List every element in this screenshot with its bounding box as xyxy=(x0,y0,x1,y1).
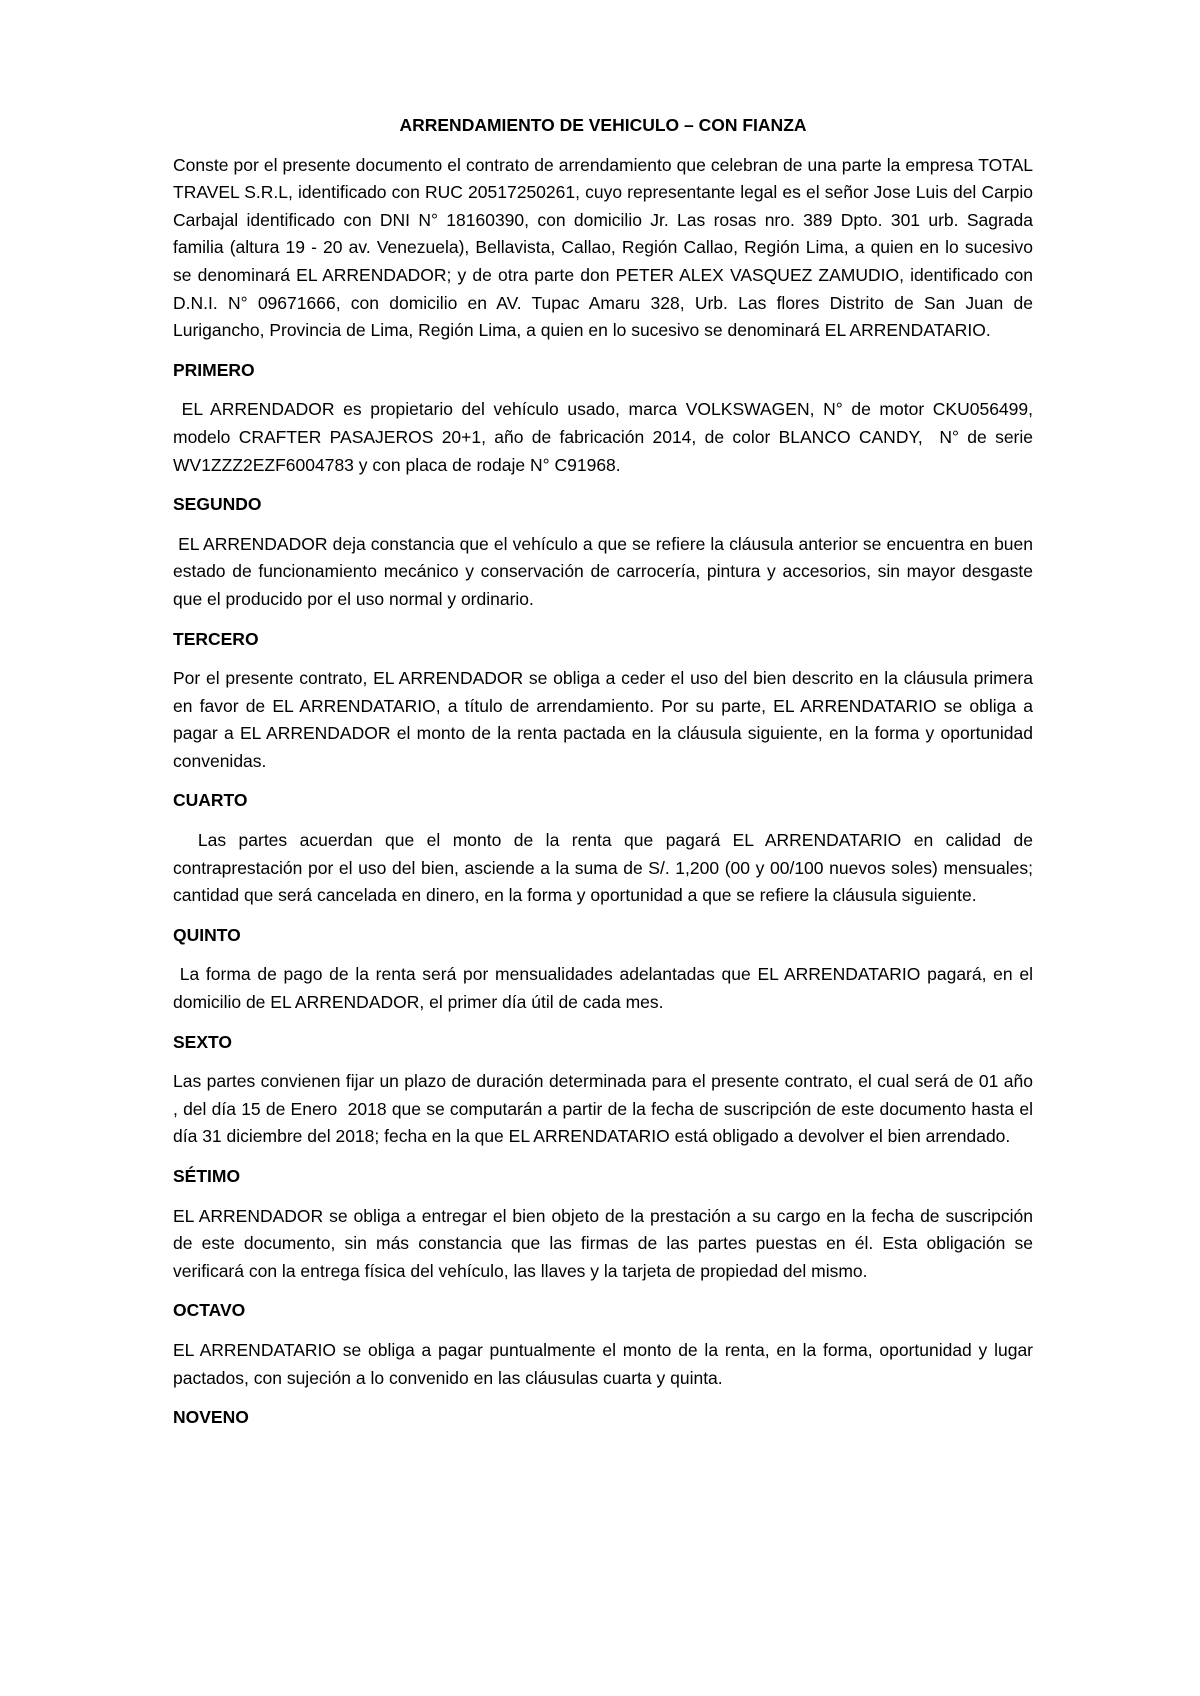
clause-text: Las partes acuerdan que el monto de la renta que pagará EL ARRENDATARIO en calidad de contraprestación por el uso del bien, asciende a la suma de S/. 1,200 (00 y 00/100 nuevos soles) mensuales; cantidad que será cancelada en dinero, en la forma y oportunidad a que se refiere la cláusula siguiente. xyxy=(173,830,1038,906)
clause-text: EL ARRENDADOR se obliga a entregar el bien objeto de la prestación a su cargo en la fecha de suscripción de este documento, sin más constancia que las firmas de las partes puestas en él. Esta obligación se verificará con la entrega física del vehículo, las llaves y la tarjeta de propiedad del mismo. xyxy=(173,1205,1038,1281)
clause-text: Por el presente contrato, EL ARRENDADOR se obliga a ceder el uso del bien descrito en la cláusula primera en favor de EL ARRENDATARIO, a título de arrendamiento. Por su parte, EL ARRENDATARIO se obliga a pagar a EL ARRENDADOR el monto de la renta pactada en la cláusula siguiente, en la forma y oportunidad convenidas. xyxy=(173,668,1038,771)
clause-heading: QUINTO xyxy=(173,924,241,945)
clause-sexto xyxy=(173,1029,1043,1151)
clause-tercero xyxy=(173,626,1038,776)
clause-text: EL ARRENDADOR deja constancia que el vehículo a que se refiere la cláusula anterior se encuentra en buen estado de funcionamiento mecánico y conservación de carrocería, pintura y accesorios, sin mayor desgaste que el producido por el uso normal y ordinario. xyxy=(173,533,1038,609)
clause-text: Las partes convienen fijar un plazo de duración determinada para el presente contrato, el cual será de 01 año , del día 15 de Enero 2018 que se computarán a partir de la fecha de suscripción de este documento hasta el día 31 diciembre del 2018; fecha en la que EL ARRENDATARIO está obligado a devolver el bien arrendado. xyxy=(173,1071,1043,1147)
intro-paragraph: Conste por el presente documento el contrato de arrendamiento que celebran de una parte la empresa TOTAL TRAVEL S.R.L, identificado con RUC 20517250261, cuyo representante legal es el señor Jose Luis del Carpio Carbajal identificado con DNI N° 18160390, con domicilio Jr. Las rosas nro. 389 Dpto. 301 urb. Sagrada familia (altura 19 - 20 av. Venezuela), Bellavista, Callao, Región Callao, Región Lima, a quien en lo sucesivo se denominará EL ARRENDADOR; y de otra parte don PETER ALEX VASQUEZ ZAMUDIO, identificado con D.N.I. N° 09671666, con domicilio en AV. Tupac Amaru 328, Urb. Las flores Distrito de San Juan de Lurigancho, Provincia de Lima, Región Lima, a quien en lo sucesivo se denominará EL ARRENDATARIO. xyxy=(173,154,1038,341)
document-page xyxy=(173,112,1043,1444)
clause-heading: CUARTO xyxy=(173,790,248,811)
clause-heading: SÉTIMO xyxy=(173,1166,241,1186)
clause-quinto xyxy=(173,922,1038,1017)
clause-text: EL ARRENDADOR es propietario del vehículo usado, marca VOLKSWAGEN, N° de motor CKU056499, modelo CRAFTER PASAJEROS 20+1, año de fabricación 2014, de color BLANCO CANDY, N° de serie WV1ZZZ2EZF6004783 y con placa de rodaje N° C91968. xyxy=(173,399,1038,475)
clause-segundo xyxy=(173,491,1038,613)
clause-heading: SEGUNDO xyxy=(173,494,262,515)
clause-heading: PRIMERO xyxy=(173,359,255,380)
clause-heading: SEXTO xyxy=(173,1031,233,1052)
clause-heading: TERCERO xyxy=(173,628,259,649)
document-title: ARRENDAMIENTO DE VEHICULO – CON FIANZA xyxy=(399,115,807,135)
clause-octavo xyxy=(173,1297,1038,1392)
clause-setimo xyxy=(173,1163,1038,1285)
clause-noveno xyxy=(173,1404,1033,1432)
clause-text: La forma de pago de la renta será por mensualidades adelantadas que EL ARRENDATARIO pagará, en el domicilio de EL ARRENDADOR, el primer día útil de cada mes. xyxy=(173,964,1038,1013)
clause-heading: OCTAVO xyxy=(173,1300,246,1321)
clause-primero xyxy=(173,357,1038,479)
clause-cuarto xyxy=(173,787,1038,909)
clause-heading: NOVENO xyxy=(173,1407,249,1428)
clause-text: EL ARRENDATARIO se obliga a pagar puntualmente el monto de la renta, en la forma, oportunidad y lugar pactados, con sujeción a lo convenido en las cláusulas cuarta y quinta. xyxy=(173,1339,1038,1388)
